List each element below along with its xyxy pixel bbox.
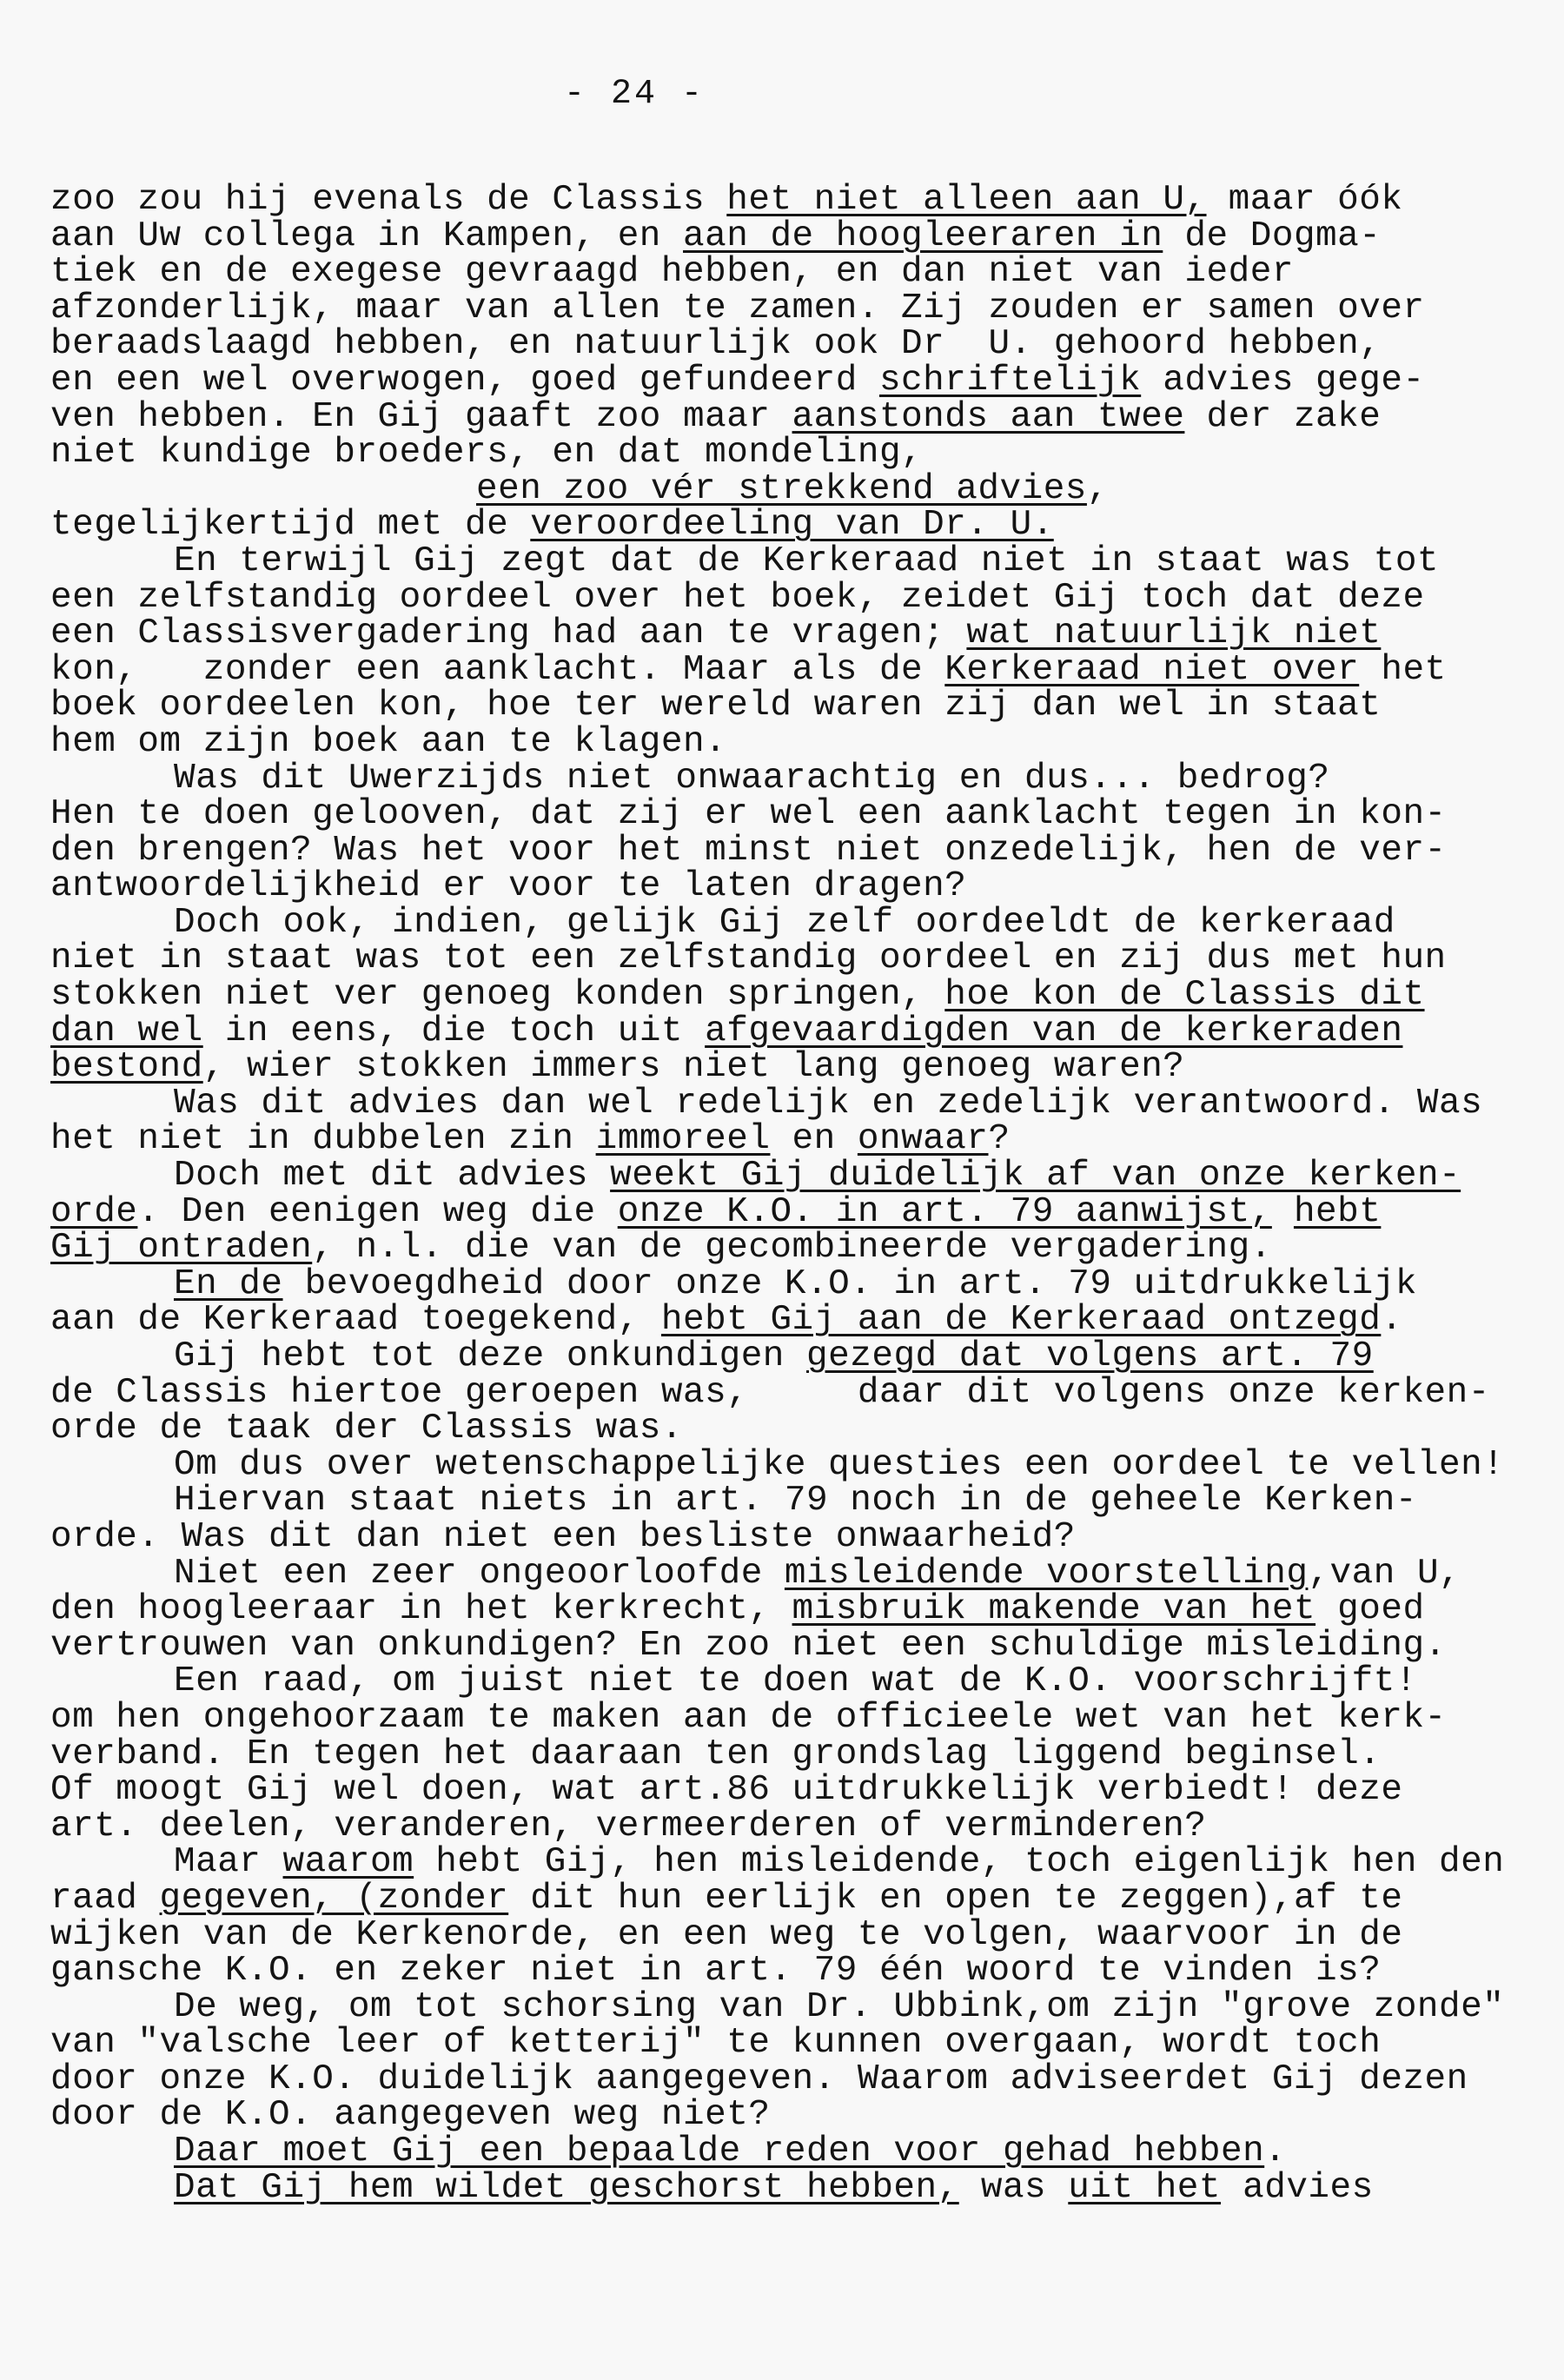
text-line (50, 507, 1528, 544)
text-segment: Of moogt Gij wel doen, wat art.86 uitdrukkelijk verbiedt! deze (50, 1770, 1403, 1811)
text-segment: van "valsche leer of ketterij" te kunnen overgaan, wordt toch (50, 2023, 1382, 2064)
text-line (50, 1806, 1528, 1846)
text-line (50, 215, 1528, 256)
text-line (50, 2058, 1528, 2099)
text-line (50, 2131, 1528, 2172)
text-segment: En terwijl Gij zegt dat de Kerkeraad niet in staat was tot (174, 540, 1440, 581)
page-number: - 24 - (563, 75, 706, 114)
text-line (50, 360, 1528, 401)
text-line (50, 1953, 1528, 1990)
text-segment: aan Uw collega in Kampen, en (50, 215, 684, 256)
text-line (50, 1444, 1528, 1485)
underlined-text: het niet alleen aan U, (726, 180, 1207, 220)
text-segment: . (1381, 1300, 1403, 1341)
text-segment: Om dus over wetenschappelijke questies een oordeel te vellen! (174, 1444, 1505, 1485)
underlined-text: hebt (1293, 1191, 1382, 1232)
text-line (50, 1878, 1528, 1919)
text-line (50, 758, 1528, 799)
text-line (50, 288, 1528, 328)
text-segment: Doch met dit advies (174, 1156, 611, 1197)
text-segment: Was dit Uwerzijds niet onwaarachtig en dus... bedrog? (174, 758, 1330, 799)
underlined-text: immoreel (595, 1119, 771, 1160)
text-line (50, 1011, 1528, 1051)
text-line (50, 577, 1528, 618)
text-line (50, 540, 1528, 581)
underlined-text: Dat Gij hem wildet geschorst hebben, (174, 2167, 959, 2208)
underlined-text: afgevaardigden van de kerkeraden (705, 1011, 1403, 1051)
text-line (50, 182, 1528, 219)
text-segment: art. deelen, veranderen, vermeerderen of verminderen? (50, 1806, 1207, 1846)
text-line (50, 1263, 1528, 1304)
text-line (50, 1483, 1528, 1520)
text-line (50, 902, 1528, 943)
text-line (50, 1770, 1528, 1811)
text-line (50, 1372, 1528, 1413)
text-line (50, 2025, 1528, 2062)
text-segment: ,van U, (1308, 1553, 1461, 1594)
text-line (50, 688, 1528, 725)
text-segment: was (958, 2167, 1069, 2208)
text-segment: zoo zou hij evenals de Classis (50, 180, 727, 220)
text-segment: het niet in dubbelen zin (50, 1119, 596, 1160)
body-text (50, 182, 1528, 2206)
text-segment: ? (988, 1119, 1011, 1160)
text-line (50, 649, 1528, 690)
text-segment: Niet een zeer ongeoorloofde (174, 1553, 785, 1594)
underlined-text: orde (50, 1191, 138, 1232)
text-line (50, 1734, 1528, 1774)
underlined-text: weekt Gij duidelijk af van onze kerken- (610, 1156, 1461, 1197)
text-line (50, 1047, 1528, 1088)
text-line (50, 1411, 1528, 1448)
underlined-text: Gij ontraden (50, 1228, 313, 1269)
text-segment: in eens, die toch uit (202, 1011, 706, 1051)
text-line (50, 938, 1528, 979)
text-line (50, 1661, 1528, 1702)
text-segment: ven hebben. En Gij gaaft zoo maar (50, 396, 792, 437)
text-segment: Hiervan staat niets in art. 79 noch in de geheele Kerken- (174, 1481, 1417, 1521)
text-line (50, 1625, 1528, 1666)
text-segment: orde de taak der Classis was. (50, 1409, 684, 1449)
text-line (50, 1697, 1528, 1738)
underlined-text: misleidende voorstelling (784, 1553, 1309, 1594)
text-line (50, 1158, 1528, 1195)
text-segment: maar óók (1206, 180, 1403, 220)
underlined-text: hoe kon de Classis dit (944, 975, 1425, 1016)
text-segment: , n.l. die van de gecombineerde vergadering. (312, 1228, 1272, 1269)
text-line (50, 1083, 1528, 1124)
text-segment: een zelfstandig oordeel over het boek, zeidet Gij toch dat deze (50, 577, 1425, 618)
text-segment: door onze K.O. duidelijk aangegeven. Waarom adviseerdet Gij dezen (50, 2058, 1468, 2099)
underlined-text: dan wel (50, 1011, 203, 1051)
text-line (50, 1553, 1528, 1594)
text-segment: en een wel overwogen, goed gefundeerd (50, 360, 879, 401)
text-segment: boek oordeelen kon, hoe ter wereld waren zij dan wel in staat (50, 686, 1382, 726)
text-line (50, 794, 1528, 835)
text-segment: Een raad, om juist niet te doen wat de K.O. voorschrijft! (174, 1661, 1417, 1702)
text-segment: gansche K.O. en zeker niet in art. 79 één woord te vinden is? (50, 1951, 1382, 1992)
text-segment: een Classisvergadering had aan te vragen; (50, 613, 967, 654)
text-line (50, 866, 1528, 907)
text-segment: bevoegdheid door onze K.O. in art. 79 uitdrukkelijk (282, 1263, 1417, 1304)
text-segment: , wier stokken immers niet lang genoeg waren? (202, 1047, 1185, 1088)
text-line (50, 1230, 1528, 1267)
text-line (50, 324, 1528, 365)
underlined-text: gegeven, (zonder (159, 1878, 509, 1919)
text-segment: afzonderlijk, maar van allen te zamen. Zij zouden er samen over (50, 288, 1425, 328)
underlined-text: hebt Gij aan de Kerkeraad ontzegd (660, 1300, 1382, 1341)
text-line (50, 1589, 1528, 1630)
text-segment: . (1264, 2131, 1287, 2172)
underlined-text: Daar moet Gij een bepaalde reden voor gehad hebben (174, 2131, 1265, 2172)
underlined-text: schriftelijk (878, 360, 1142, 401)
underlined-text: bestond (50, 1047, 203, 1088)
text-line (50, 468, 1528, 509)
text-segment: het (1359, 649, 1447, 690)
text-line (50, 721, 1528, 762)
text-segment: om hen ongehoorzaam te maken aan de officieele wet van het kerk- (50, 1697, 1447, 1738)
text-segment: tiek en de exegese gevraagd hebben, en dan niet van ieder (50, 252, 1294, 293)
text-line (50, 1516, 1528, 1557)
text-line (50, 252, 1528, 293)
underlined-text: wat natuurlijk niet (966, 613, 1382, 654)
underlined-text: een zoo vér strekkend advies (476, 468, 1087, 509)
underlined-text: uit het (1068, 2167, 1222, 2208)
text-segment: beraadslaagd hebben, en natuurlijk ook Dr U. gehoord hebben, (50, 324, 1382, 365)
text-segment: hebt Gij, hen misleidende, toch eigenlijk hen den (414, 1842, 1505, 1883)
text-line (50, 435, 1528, 472)
underlined-text: En de (174, 1263, 283, 1304)
underlined-text: aanstonds aan twee (792, 396, 1185, 437)
text-segment: goed (1315, 1589, 1425, 1630)
text-segment: door de K.O. aangegeven weg niet? (50, 2095, 771, 2136)
text-segment: hem om zijn boek aan te klagen. (50, 721, 727, 762)
text-segment: Gij hebt tot deze onkundigen (174, 1336, 807, 1376)
underlined-text: gezegd dat volgens art. 79 (806, 1336, 1374, 1376)
text-segment: niet kundige broeders, en dat mondeling, (50, 433, 924, 474)
text-segment: advies gege- (1141, 360, 1425, 401)
text-segment: stokken niet ver genoeg konden springen, (50, 975, 945, 1016)
text-segment: , (1086, 468, 1110, 509)
text-segment: Hen te doen gelooven, dat zij er wel een aanklacht tegen in kon- (50, 794, 1447, 835)
text-segment: verband. En tegen het daaraan ten grondslag liggend beginsel. (50, 1734, 1382, 1774)
text-segment: advies (1221, 2167, 1374, 2208)
text-segment: Doch ook, indien, gelijk Gij zelf oordeeldt de kerkeraad (174, 902, 1395, 943)
text-line (50, 1191, 1528, 1232)
text-segment: der zake (1184, 396, 1382, 437)
text-line (50, 613, 1528, 654)
text-segment: den brengen? Was het voor het minst niet onzedelijk, hen de ver- (50, 830, 1447, 871)
text-line (50, 1336, 1528, 1376)
text-line (50, 396, 1528, 437)
text-segment: Was dit advies dan wel redelijk en zedelijk verantwoord. Was (174, 1083, 1483, 1124)
text-line (50, 975, 1528, 1016)
text-segment: orde. Was dit dan niet een besliste onwaarheid? (50, 1516, 1076, 1557)
text-segment: De weg, om tot schorsing van Dr. Ubbink,om zijn "grove zonde" (174, 1986, 1505, 2027)
text-segment (1272, 1192, 1294, 1232)
text-segment: vertrouwen van onkundigen? En zoo niet een schuldige misleiding. (50, 1625, 1447, 1666)
text-line (50, 1300, 1528, 1341)
text-segment: de Classis hiertoe geroepen was, daar dit volgens onze kerken- (50, 1372, 1490, 1413)
text-segment: Maar (174, 1842, 283, 1883)
text-segment: en (770, 1119, 858, 1160)
text-line (50, 2095, 1528, 2136)
underlined-text: veroordeeling van Dr. U. (530, 505, 1054, 546)
text-line (50, 1119, 1528, 1160)
text-segment: niet in staat was tot een zelfstandig oordeel en zij dus met hun (50, 938, 1447, 979)
text-line (50, 830, 1528, 871)
underlined-text: Kerkeraad niet over (944, 649, 1360, 690)
text-segment: wijken van de Kerkenorde, en een weg te volgen, waarvoor in de (50, 1914, 1403, 1955)
underlined-text: misbruik makende van het (792, 1589, 1316, 1630)
text-segment: dit hun eerlijk en open te zeggen),af te (508, 1878, 1403, 1919)
text-segment: kon, zonder een aanklacht. Maar als de (50, 649, 945, 690)
underlined-text: onze K.O. in art. 79 aanwijst, (617, 1191, 1272, 1232)
text-segment: den hoogleeraar in het kerkrecht, (50, 1589, 792, 1630)
text-line (50, 2167, 1528, 2208)
text-line (50, 1842, 1528, 1883)
underlined-text: onwaar (857, 1119, 989, 1160)
text-line (50, 1914, 1528, 1955)
text-segment: de Dogma- (1163, 215, 1382, 256)
text-line (50, 1986, 1528, 2027)
text-segment: raad (50, 1878, 160, 1919)
text-segment: . Den eenigen weg die (137, 1191, 618, 1232)
text-segment: antwoordelijkheid er voor te laten dragen? (50, 866, 967, 907)
underlined-text: waarom (282, 1842, 414, 1883)
underlined-text: aan de hoogleeraren in (683, 215, 1163, 256)
text-segment: tegelijkertijd met de (50, 505, 531, 546)
text-segment: aan de Kerkeraad toegekend, (50, 1300, 661, 1341)
